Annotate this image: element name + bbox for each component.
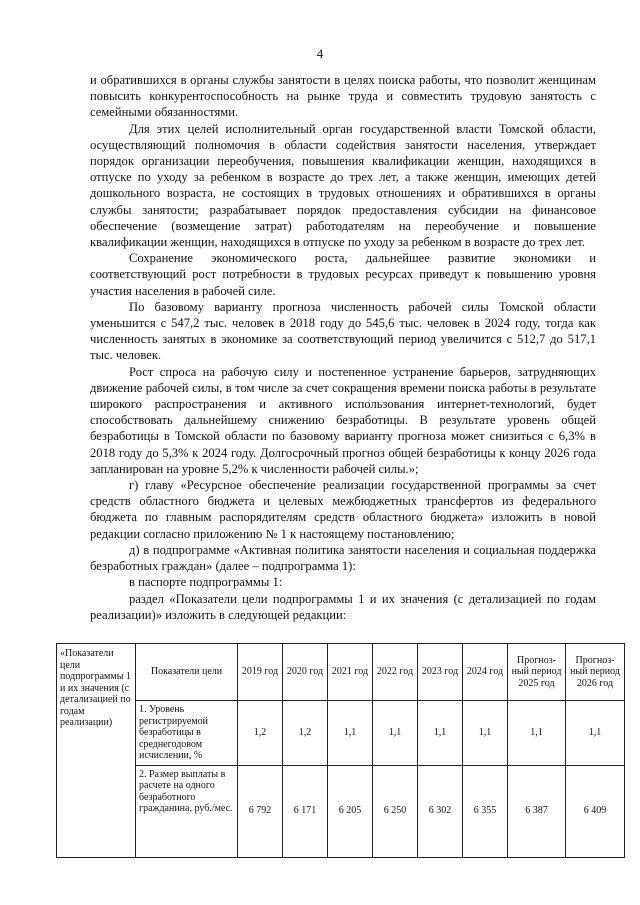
table-cell: 6 171 [283,765,328,857]
paragraph-section-indicators: раздел «Показатели цели подпрограммы 1 и их значения (с детализацией по годам реализации)» изложить в следующей редакции: [90,591,596,622]
table-cell: 1,1 [328,701,373,766]
table-cell: 6 205 [328,765,373,857]
table-cell: 6 355 [463,765,508,857]
table-cell: 1,1 [566,701,625,766]
table-cell: 1,1 [418,701,463,766]
page-number: 4 [316,46,324,61]
table-cell: 1,2 [283,701,328,766]
header-year-2019: 2019 год [238,644,283,701]
header-year-2020: 2020 год [283,644,328,701]
header-year-2022: 2022 год [373,644,418,701]
header-year-2024: 2024 год [463,644,508,701]
paragraph-passport: в паспорте подпрограммы 1: [129,575,283,590]
table-row [57,765,625,857]
paragraph-women-retraining: Для этих целей исполнительный орган государственной власти Томской области, осуществляющий полномочия в области содействия занятости населения, утверждает порядок организации переобучения, повышения квалификации женщин, находящихся в отпуске по уходу за ребенком в возрасте до трех лет, а также женщин, имеющих детей дошкольного возраста, не состоящих в трудовых отношениях и обратившихся в органы службы занятости; разрабатывает порядок предоставления субсидии на финансовое обеспечение (возмещение затрат) работодателям на переобучение и повышение квалификации женщин, находящихся в отпуске по уходу за ребенком в возрасте до трех лет. [90,121,596,250]
table-section-title: «Показатели цели подпрограммы 1 и их значения (с детализацией по годам реализации) [57,644,136,858]
header-indicators-label: Показатели цели [136,644,238,701]
row-label-unemployment-rate: 1. Уровень регистрируемой безработицы в среднегодовом исчислении, % [136,701,238,766]
table-cell: 1,2 [238,701,283,766]
paragraph-unemployment-forecast: Рост спроса на рабочую силу и постепенное устранение барьеров, затрудняющих движение рабочей силы, в том числе за счет сокращения времени поиска работы в результате широкого распространения и активного использования интернет-технологий, будет способствовать дальнейшему снижению безработицы. В результате уровень общей безработицы в Томской области по базовому варианту прогноза может снизиться с 6,3% в 2018 году до 5,3% к 2024 году. Долгосрочный прогноз общей безработицы к концу 2026 года запланирован на уровне 5,2% к численности рабочей силы.»; [90,364,596,476]
header-forecast-2025: Прогноз-ный период 2025 год [508,644,566,701]
table-cell: 6 387 [508,765,566,857]
paragraph-labor-forecast: По базовому варианту прогноза численность рабочей силы Томской области уменьшится с 547,2 тыс. человек в 2018 году до 545,6 тыс. человек в 2024 году, тогда как численность занятых в экономике за соответствующий период увеличится с 512,7 до 517,1 тыс. человек. [90,299,596,363]
header-year-2023: 2023 год [418,644,463,701]
table-cell: 1,1 [373,701,418,766]
row-label-payment-size: 2. Размер выплаты в расчете на одного безработного гражданина, руб./мес. [136,765,238,857]
paragraph-continuation: и обратившихся в органы службы занятости в целях поиска работы, что позволит женщинам повысить конкурентоспособность на рынке труда и совместить трудовую занятость с семейными обязанностями. [90,73,596,120]
paragraph-item-g: г) главу «Ресурсное обеспечение реализации государственной программы за счет средств областного бюджета и целевых межбюджетных трансфертов из федерального бюджета по главным распорядителям средств областного бюджета» изложить в новой редакции согласно приложению № 1 к настоящему постановлению; [90,478,596,541]
table-row [57,701,625,766]
table-cell: 6 792 [238,765,283,857]
table-cell: 1,1 [508,701,566,766]
table-cell: 6 302 [418,765,463,857]
document-body [90,72,596,623]
table-cell: 1,1 [463,701,508,766]
header-year-2021: 2021 год [328,644,373,701]
paragraph-economic-growth: Сохранение экономического роста, дальнейшее развитие экономики и соответствующий рост потребности в трудовых ресурсах приведут к повышению уровня участия населения в рабочей силе. [90,251,596,298]
table-cell: 6 250 [373,765,418,857]
table-cell: 6 409 [566,765,625,857]
indicators-table [56,643,625,858]
table-header-row [57,644,625,701]
paragraph-item-d: д) в подпрограмме «Активная политика занятости населения и социальная поддержка безработных граждан» (далее – подпрограмма 1): [90,542,596,574]
header-forecast-2026: Прогноз-ный период 2026 год [566,644,625,701]
